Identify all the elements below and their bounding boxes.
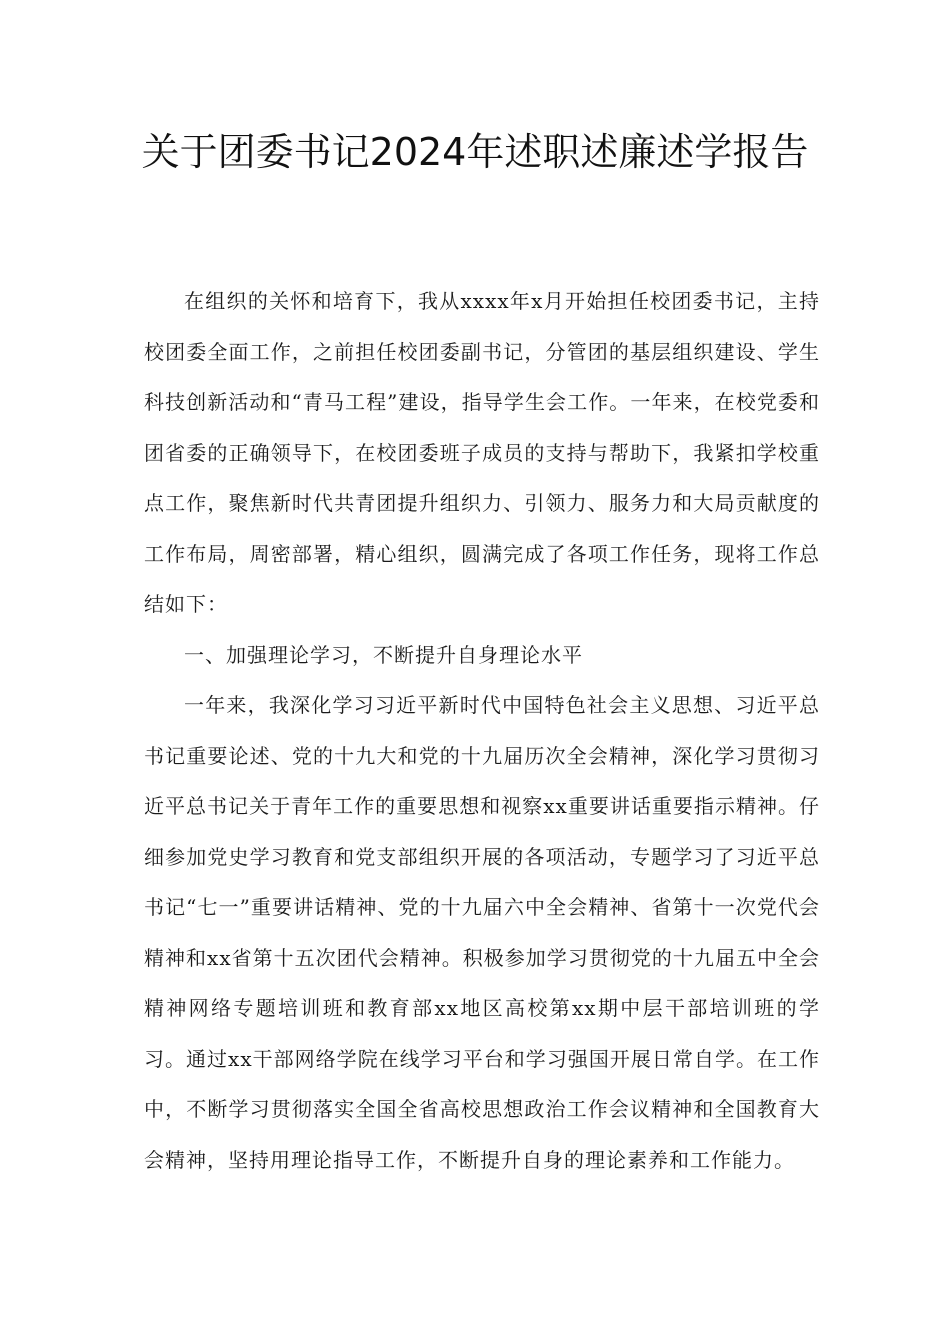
section-heading: 一、加强理论学习，不断提升自身理论水平 (184, 642, 583, 667)
section-paragraph: 一年来，我深化学习习近平新时代中国特色社会主义思想、习近平总书记重要论述、党的十九大和党的十九届历次全会精神，深化学习贯彻习近平总书记关于青年工作的重要思想和视察xx重要讲话重要指示精神。仔细参加党史学习教育和党支部组织开展的各项活动，专题学习了习近平总书记“七一”重要讲话精神、党的十九届六中全会精神、省第十一次党代会精神和xx省第十五次团代会精神。积极参加学习贯彻党的十九届五中全会精神网络专题培训班和教育部xx地区高校第xx期中层干部培训班的学习。通过xx干部网络学院在线学习平台和学习强国开展日常自学。在工作中，不断学习贯彻落实全国全省高校思想政治工作会议精神和全国教育大会精神，坚持用理论指导工作，不断提升自身的理论素养和工作能力。 (144, 693, 820, 1172)
intro-paragraph: 在组织的关怀和培育下，我从xxxx年x月开始担任校团委书记，主持校团委全面工作，之前担任校团委副书记，分管团的基层组织建设、学生科技创新活动和“青马工程”建设，指导学生会工作。一年来，在校党委和团省委的正确领导下，在校团委班子成员的支持与帮助下，我紧扣学校重点工作，聚焦新时代共青团提升组织力、引领力、服务力和大局贡献度的工作布局，周密部署，精心组织，圆满完成了各项工作任务，现将工作总结如下： (144, 289, 820, 616)
document-body (144, 276, 820, 1185)
document-title: 关于团委书记2024年述职述廉述学报告 (141, 130, 809, 174)
